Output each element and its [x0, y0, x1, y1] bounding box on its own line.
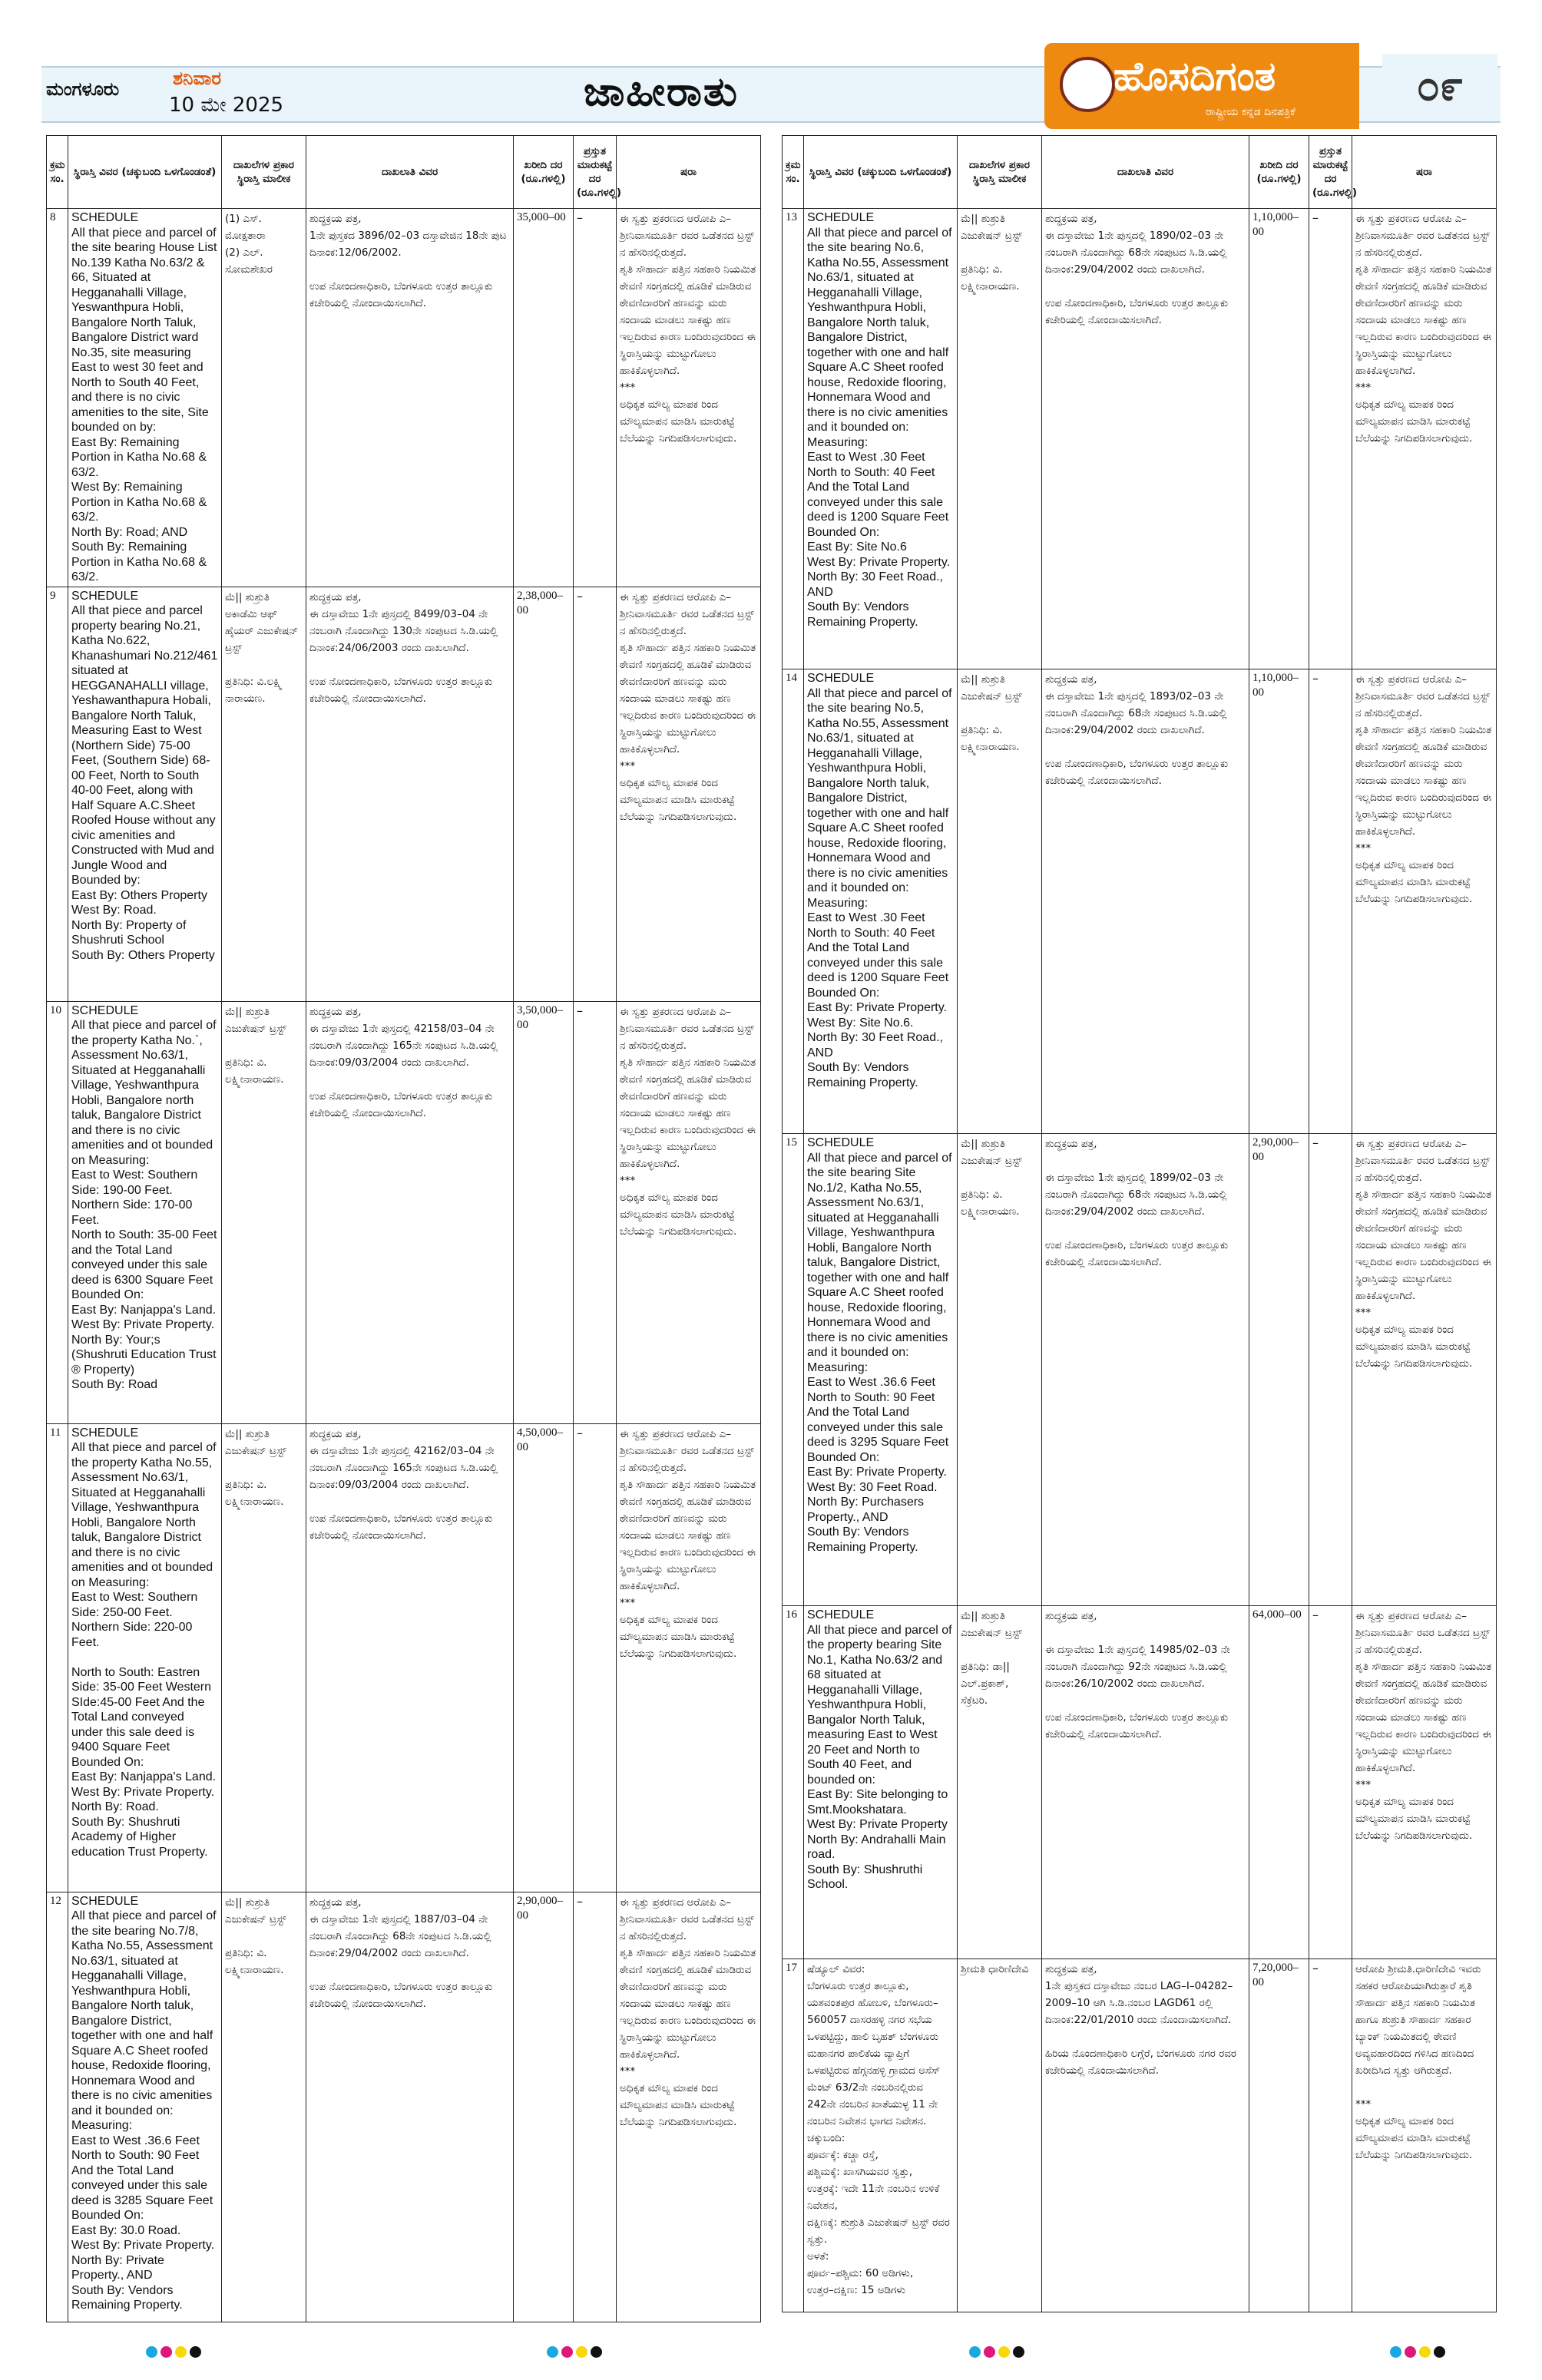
- serial-no: 9: [47, 587, 68, 1001]
- purchase-price: 4,50,000–00: [514, 1423, 574, 1892]
- purchase-price: 2,38,000–00: [514, 587, 574, 1001]
- purchase-price: 64,000–00: [1249, 1606, 1309, 1959]
- remarks: ಈ ಸ್ವತ್ತು ಪ್ರಕರಣದ ಆರೋಪಿ ಎ–ಶ್ರೀನಿವಾಸಮೂರ್ತಿ ರವರ ಒಡೆತನದ ಟ್ರಸ್ಟ್ ನ ಹೆಸರಿನಲ್ಲಿರುತ್ತದೆ. ಶೃತಿ ಸೌಹಾರ್ದ ಪತ್ತಿನ ಸಹಕಾರಿ ನಿಯಮಿತ ಠೇವಣಿ ಸಂಗ್ರಹದಲ್ಲಿ ಹೂಡಿಕೆ ಮಾಡಿರುವ ಠೇವಣಿದಾರರಿಗೆ ಹಣವನ್ನು ಮರು ಸಂದಾಯ ಮಾಡಲು ಸಾಕಷ್ಟು ಹಣ ಇಲ್ಲದಿರುವ ಕಾರಣ ಬಂದಿರುವುದರಿಂದ ಈ ಸ್ಥಿರಾಸ್ತಿಯನ್ನು ಮುಟ್ಟುಗೋಲು ಹಾಕಿಕೊಳ್ಳಲಾಗಿದೆ. *** ಅಧಿಕೃತ ಮೌಲ್ಯ ಮಾಪಕ ರಿಂದ ಮೌಲ್ಯಮಾಪನ ಮಾಡಿಸಿ ಮಾರುಕಟ್ಟೆ ಬೆಲೆಯನ್ನು ನಿಗದಿಪಡಿಸಲಾಗುವುದು.: [1352, 209, 1497, 669]
- black-dot-icon: [1434, 2346, 1445, 2358]
- table-row: [783, 1134, 1497, 1606]
- registration-detail: ಶುದ್ಧಕ್ರಯ ಪತ್ರ, ಈ ದಸ್ತಾವೇಜು 1ನೇ ಪುಸ್ತದಲ್ಲಿ 42158/03–04 ನೇ ನಂಬರಾಗಿ ನೊಂದಾಗಿದ್ದು 165ನೇ ಸಂಪುಟದ ಸಿ.ಡಿ.ಯಲ್ಲಿ ದಿನಾಂಕ:09/03/2004 ರಂದು ದಾಖಲಾಗಿದೆ. ಉಪ ನೋಂದಣಾಧಿಕಾರಿ, ಬೆಂಗಳೂರು ಉತ್ತರ ತಾಲ್ಲೂಕು ಕಚೇರಿಯಲ್ಲಿ ನೋಂದಾಯಿಸಲಾಗಿದೆ.: [306, 1001, 514, 1423]
- owner: ಮೆ|| ಶುಶ್ರುತಿ ಎಜುಕೇಷನ್ ಟ್ರಸ್ಟ್ ಪ್ರತಿನಿಧಿ: ವಿ. ಲಕ್ಷ್ಮೀನಾರಾಯಣ.: [958, 669, 1042, 1134]
- registration-detail: ಶುದ್ಧಕ್ರಯ ಪತ್ರ, 1ನೇ ಪುಸ್ತಕದ ದಸ್ತಾವೇಜು ನಂಬರ LAG–I–04282–2009–10 ಆಗಿ ಸಿ.ಡಿ.ನಂಬರ LAGD61 ರಲ್ಲಿ ದಿನಾಂಕ:22/01/2010 ರಂದು ನೊಂದಾಯಿಸಲಾಗಿದೆ. ಹಿರಿಯ ನೊಂದಣಾಧಿಕಾರಿ ಲಗ್ಗೆರೆ, ಬೆಂಗಳೂರು ನಗರ ರವರ ಕಚೇರಿಯಲ್ಲಿ ನೊಂದಾಯಿಸಲಾಗಿದೆ.: [1042, 1959, 1249, 2312]
- col-price-header: ಖರೀದಿ ದರ (ರೂ.ಗಳಲ್ಲಿ): [1249, 136, 1309, 209]
- purchase-price: 3,50,000–00: [514, 1001, 574, 1423]
- property-detail: ಷೆಡ್ಯೂಲ್ ವಿವರ: ಬೆಂಗಳೂರು ಉತ್ತರ ತಾಲ್ಲೂಕು, ಯಶವಂತಪುರ ಹೋಬಳಿ, ಬೆಂಗಳೂರು–560057 ದಾಸರಹಳ್ಳಿ ನಗರ ಸಭೆಯ ಒಳಪಟ್ಟಿದ್ದು, ಹಾಲಿ ಬೃಹತ್ ಬೆಂಗಳೂರು ಮಹಾನಗರ ಪಾಲಿಕೆಯ ವ್ಯಾಪ್ತಿಗೆ ಒಳಪಟ್ಟಿರುವ ಹೆಗ್ಗನಹಳ್ಳಿ ಗ್ರಾಮದ ಅಸೆಸ್ ಮೆಂಟ್ 63/2ನೇ ನಂಬರಿನಲ್ಲಿರುವ 242ನೇ ನಂಬರಿನ ಖಾತೆಯುಳ್ಳ 11 ನೇ ನಂಬರಿನ ನಿವೇಶನ ಭಾಗದ ನಿವೇಶನ. ಚಕ್ಕುಬಂದಿ: ಪೂರ್ವಕ್ಕೆ: ಕಚ್ಚಾ ರಸ್ತೆ, ಪಶ್ಚಿಮಕ್ಕೆ: ಖಾಸಗಿಯವರ ಸ್ವತ್ತು, ಉತ್ತರಕ್ಕೆ: ಇದೇ 11ನೇ ನಂಬರಿನ ಉಳಿಕೆ ನಿವೇಶನ, ದಕ್ಷಿಣಕ್ಕೆ: ಶುಶ್ರುತಿ ಎಜುಕೇಷನ್ ಟ್ರಸ್ಟ್ ರವರ ಸ್ವತ್ತು. ಅಳತೆ: ಪೂರ್ವ–ಪಶ್ಚಿಮ: 60 ಅಡಿಗಳು, ಉತ್ತರ–ದಕ್ಷಿಣ: 15 ಅಡಿಗಳು: [804, 1959, 958, 2312]
- remarks: ಈ ಸ್ವತ್ತು ಪ್ರಕರಣದ ಆರೋಪಿ ಎ–ಶ್ರೀನಿವಾಸಮೂರ್ತಿ ರವರ ಒಡೆತನದ ಟ್ರಸ್ಟ್ ನ ಹೆಸರಿನಲ್ಲಿರುತ್ತದೆ. ಶೃತಿ ಸೌಹಾರ್ದ ಪತ್ತಿನ ಸಹಕಾರಿ ನಿಯಮಿತ ಠೇವಣಿ ಸಂಗ್ರಹದಲ್ಲಿ ಹೂಡಿಕೆ ಮಾಡಿರುವ ಠೇವಣಿದಾರರಿಗೆ ಹಣವನ್ನು ಮರು ಸಂದಾಯ ಮಾಡಲು ಸಾಕಷ್ಟು ಹಣ ಇಲ್ಲದಿರುವ ಕಾರಣ ಬಂದಿರುವುದರಿಂದ ಈ ಸ್ಥಿರಾಸ್ತಿಯನ್ನು ಮುಟ್ಟುಗೋಲು ಹಾಕಿಕೊಳ್ಳಲಾಗಿದೆ. *** ಅಧಿಕೃತ ಮೌಲ್ಯ ಮಾಪಕ ರಿಂದ ಮೌಲ್ಯಮಾಪನ ಮಾಡಿಸಿ ಮಾರುಕಟ್ಟೆ ಬೆಲೆಯನ್ನು ನಿಗದಿಪಡಿಸಲಾಗುವುದು.: [617, 1892, 761, 2322]
- col-remarks-header: ಷರಾ: [617, 136, 761, 209]
- table-row: [47, 1423, 761, 1892]
- serial-no: 12: [47, 1892, 68, 2322]
- serial-no: 11: [47, 1423, 68, 1892]
- table-row: [783, 669, 1497, 1134]
- serial-no: 10: [47, 1001, 68, 1423]
- purchase-price: 2,90,000–00: [1249, 1134, 1309, 1606]
- edition-city: ಮಂಗಳೂರು: [46, 78, 120, 100]
- owner: ಮೆ|| ಶುಶ್ರುತಿ ಎಜುಕೇಷನ್ ಟ್ರಸ್ಟ್ ಪ್ರತಿನಿಧಿ: ವಿ. ಲಕ್ಷ್ಮೀನಾರಾಯಣ.: [222, 1423, 306, 1892]
- col-property-header: ಸ್ಥಿರಾಸ್ತಿ ವಿವರ (ಚಕ್ಕುಬಂದಿ ಒಳಗೊಂಡಂತೆ): [68, 136, 222, 209]
- col-serial-header: ಕ್ರಮ ಸಂ.: [47, 136, 68, 209]
- registration-detail: ಶುದ್ಧಕ್ರಯ ಪತ್ರ, ಈ ದಸ್ತಾವೇಜು 1ನೇ ಪುಸ್ತದಲ್ಲಿ 1899/02–03 ನೇ ನಂಬರಾಗಿ ನೊಂದಾಗಿದ್ದು 68ನೇ ಸಂಪುಟದ ಸಿ.ಡಿ.ಯಲ್ಲಿ ದಿನಾಂಕ:29/04/2002 ರಂದು ದಾಖಲಾಗಿದೆ. ಉಪ ನೋಂದಣಾಧಿಕಾರಿ, ಬೆಂಗಳೂರು ಉತ್ತರ ತಾಲ್ಲೂಕು ಕಚೇರಿಯಲ್ಲಿ ನೋಂದಾಯಿಸಲಾಗಿದೆ.: [1042, 1134, 1249, 1606]
- property-detail: SCHEDULE All that piece and parcel of the site bearing No.5, Katha No.55, Assessment No.63/1, situated at Hegganahalli Village, Yeshwanthpura Hobli, Bangalore North taluk, Bangalore District, together with one and half Square A.C Sheet roofed house, Redoxide flooring, Honnemara Wood and there is no civic amenities and it bounded on: Measuring: East to West .30 Feet North to South: 40 Feet And the Total Land conveyed under this sale deed is 1200 Square Feet Bounded On: East By: Private Property. West By: Site No.6. North By: 30 Feet Road., AND South By: Vendors Remaining Property.: [804, 669, 958, 1134]
- purchase-price: 1,10,000–00: [1249, 209, 1309, 669]
- market-value: –: [1309, 1606, 1352, 1959]
- black-dot-icon: [591, 2346, 602, 2358]
- property-detail: SCHEDULE All that piece and parcel of the property Katha No.55, Assessment No.63/1, Situated at Hegganahalli Village, Yeshwanthpura Hobli, Bangalore North taluk, Bangalore District and there is no civic amenities and ot bounded on Measuring: East to West: Southern Side: 250-00 Feet. Northern Side: 220-00 Feet. North to South: Eastren Side: 35-00 Feet Western SIde:45-00 Feet And the Total Land conveyed under this sale deed is 9400 Square Feet Bounded On: East By: Nanjappa's Land. West By: Private Property. North By: Road. South By: Shushruti Academy of Higher education Trust Property.: [68, 1423, 222, 1892]
- registration-detail: ಶುದ್ಧಕ್ರಯ ಪತ್ರ, ಈ ದಸ್ತಾವೇಜು 1ನೇ ಪುಸ್ತದಲ್ಲಿ 1887/03–04 ನೇ ನಂಬರಾಗಿ ನೊಂದಾಗಿದ್ದು 68ನೇ ಸಂಪುಟದ ಸಿ.ಡಿ.ಯಲ್ಲಿ ದಿನಾಂಕ:29/04/2002 ರಂದು ದಾಖಲಾಗಿದೆ. ಉಪ ನೋಂದಣಾಧಿಕಾರಿ, ಬೆಂಗಳೂರು ಉತ್ತರ ತಾಲ್ಲೂಕು ಕಚೇರಿಯಲ್ಲಿ ನೋಂದಾಯಿಸಲಾಗಿದೆ.: [306, 1892, 514, 2322]
- registration-marks: [146, 2346, 201, 2358]
- registration-marks: [1390, 2346, 1445, 2358]
- owner: ಶ್ರೀಮತಿ ಧಾರಿಣಿದೇವಿ: [958, 1959, 1042, 2312]
- table-row: [783, 1959, 1497, 2312]
- serial-no: 17: [783, 1959, 804, 2312]
- remarks: ಈ ಸ್ವತ್ತು ಪ್ರಕರಣದ ಆರೋಪಿ ಎ–ಶ್ರೀನಿವಾಸಮೂರ್ತಿ ರವರ ಒಡೆತನದ ಟ್ರಸ್ಟ್ ನ ಹೆಸರಿನಲ್ಲಿರುತ್ತದೆ. ಶೃತಿ ಸೌಹಾರ್ದ ಪತ್ತಿನ ಸಹಕಾರಿ ನಿಯಮಿತ ಠೇವಣಿ ಸಂಗ್ರಹದಲ್ಲಿ ಹೂಡಿಕೆ ಮಾಡಿರುವ ಠೇವಣಿದಾರರಿಗೆ ಹಣವನ್ನು ಮರು ಸಂದಾಯ ಮಾಡಲು ಸಾಕಷ್ಟು ಹಣ ಇಲ್ಲದಿರುವ ಕಾರಣ ಬಂದಿರುವುದರಿಂದ ಈ ಸ್ಥಿರಾಸ್ತಿಯನ್ನು ಮುಟ್ಟುಗೋಲು ಹಾಕಿಕೊಳ್ಳಲಾಗಿದೆ. *** ಅಧಿಕೃತ ಮೌಲ್ಯ ಮಾಪಕ ರಿಂದ ಮೌಲ್ಯಮಾಪನ ಮಾಡಿಸಿ ಮಾರುಕಟ್ಟೆ ಬೆಲೆಯನ್ನು ನಿಗದಿಪಡಿಸಲಾಗುವುದು.: [1352, 1606, 1497, 1959]
- market-value: –: [574, 209, 617, 587]
- purchase-price: 1,10,000–00: [1249, 669, 1309, 1134]
- registration-detail: ಶುದ್ಧಕ್ರಯ ಪತ್ರ, 1ನೇ ಪುಸ್ತಕದ 3896/02–03 ದಸ್ತಾವೇಜಿನ 18ನೇ ಪುಟ ದಿನಾಂಕ:12/06/2002. ಉಪ ನೋಂದಣಾಧಿಕಾರಿ, ಬೆಂಗಳೂರು ಉತ್ತರ ತಾಲ್ಲೂಕು ಕಚೇರಿಯಲ್ಲಿ ನೋಂದಾಯಿಸಲಾಗಿದೆ.: [306, 209, 514, 587]
- market-value: –: [1309, 209, 1352, 669]
- purchase-price: 35,000–00: [514, 209, 574, 587]
- col-market-header: ಪ್ರಸ್ತುತ ಮಾರುಕಟ್ಟೆ ದರ (ರೂ.ಗಳಲ್ಲಿ): [1309, 136, 1352, 209]
- market-value: –: [574, 1001, 617, 1423]
- market-value: –: [574, 1423, 617, 1892]
- serial-no: 15: [783, 1134, 804, 1606]
- magenta-dot-icon: [1405, 2346, 1416, 2358]
- table-header-row: [47, 136, 761, 209]
- serial-no: 8: [47, 209, 68, 587]
- page-title: ಜಾಹೀರಾತು: [584, 69, 739, 115]
- owner: ಮೆ|| ಶುಶ್ರುತಿ ಎಜುಕೇಷನ್ ಟ್ರಸ್ಟ್ ಪ್ರತಿನಿಧಿ: ಡಾ|| ಎಲ್.ಪ್ರಕಾಶ್, ಸೆಕ್ರೆಟರಿ.: [958, 1606, 1042, 1959]
- property-table-right: [782, 135, 1497, 2312]
- purchase-price: 2,90,000–00: [514, 1892, 574, 2322]
- table-row: [47, 209, 761, 587]
- owner: ಮೆ|| ಶುಶ್ರುತಿ ಎಜುಕೇಷನ್ ಟ್ರಸ್ಟ್ ಪ್ರತಿನಿಧಿ: ವಿ. ಲಕ್ಷ್ಮೀನಾರಾಯಣ.: [958, 209, 1042, 669]
- remarks: ಈ ಸ್ವತ್ತು ಪ್ರಕರಣದ ಆರೋಪಿ ಎ–ಶ್ರೀನಿವಾಸಮೂರ್ತಿ ರವರ ಒಡೆತನದ ಟ್ರಸ್ಟ್ ನ ಹೆಸರಿನಲ್ಲಿರುತ್ತದೆ. ಶೃತಿ ಸೌಹಾರ್ದ ಪತ್ತಿನ ಸಹಕಾರಿ ನಿಯಮಿತ ಠೇವಣಿ ಸಂಗ್ರಹದಲ್ಲಿ ಹೂಡಿಕೆ ಮಾಡಿರುವ ಠೇವಣಿದಾರರಿಗೆ ಹಣವನ್ನು ಮರು ಸಂದಾಯ ಮಾಡಲು ಸಾಕಷ್ಟು ಹಣ ಇಲ್ಲದಿರುವ ಕಾರಣ ಬಂದಿರುವುದರಿಂದ ಈ ಸ್ಥಿರಾಸ್ತಿಯನ್ನು ಮುಟ್ಟುಗೋಲು ಹಾಕಿಕೊಳ್ಳಲಾಗಿದೆ. *** ಅಧಿಕೃತ ಮೌಲ್ಯ ಮಾಪಕ ರಿಂದ ಮೌಲ್ಯಮಾಪನ ಮಾಡಿಸಿ ಮಾರುಕಟ್ಟೆ ಬೆಲೆಯನ್ನು ನಿಗದಿಪಡಿಸಲಾಗುವುದು.: [1352, 1134, 1497, 1606]
- property-detail: SCHEDULE All that piece and parcel of the property bearing Site No.1, Katha No.63/2 and 68 situated at Hegganahalli Village, Yeshwanthpura Hobli, Bangalor North Taluk, measuring East to West 20 Feet and North to South 40 Feet, and bounded on: East By: Site belonging to Smt.Mookshatara. West By: Private Property North By: Andrahalli Main road. South By: Shushruthi School.: [804, 1606, 958, 1959]
- registration-marks: [969, 2346, 1024, 2358]
- serial-no: 14: [783, 669, 804, 1134]
- yellow-dot-icon: [1419, 2346, 1431, 2358]
- property-detail: SCHEDULE All that piece and parcel of the site bearing No.7/8, Katha No.55, Assessment No.63/1, situated at Hegganahalli Village, Yeshwanthpura Hobli, Bangalore North taluk, Bangalore District, together with one and half Square A.C Sheet roofed house, Redoxide flooring, Honnemara Wood and there is no civic amenities and it bounded on: Measuring: East to West .36.6 Feet North to South: 90 Feet And the Total Land conveyed under this sale deed is 3285 Square Feet Bounded On: East By: 30.0 Road. West By: Private Property. North By: Private Property., AND South By: Vendors Remaining Property.: [68, 1892, 222, 2322]
- col-registration-header: ದಾಖಲಾತಿ ವಿವರ: [1042, 136, 1249, 209]
- remarks: ಈ ಸ್ವತ್ತು ಪ್ರಕರಣದ ಆರೋಪಿ ಎ–ಶ್ರೀನಿವಾಸಮೂರ್ತಿ ರವರ ಒಡೆತನದ ಟ್ರಸ್ಟ್ ನ ಹೆಸರಿನಲ್ಲಿರುತ್ತದೆ. ಶೃತಿ ಸೌಹಾರ್ದ ಪತ್ತಿನ ಸಹಕಾರಿ ನಿಯಮಿತ ಠೇವಣಿ ಸಂಗ್ರಹದಲ್ಲಿ ಹೂಡಿಕೆ ಮಾಡಿರುವ ಠೇವಣಿದಾರರಿಗೆ ಹಣವನ್ನು ಮರು ಸಂದಾಯ ಮಾಡಲು ಸಾಕಷ್ಟು ಹಣ ಇಲ್ಲದಿರುವ ಕಾರಣ ಬಂದಿರುವುದರಿಂದ ಈ ಸ್ಥಿರಾಸ್ತಿಯನ್ನು ಮುಟ್ಟುಗೋಲು ಹಾಕಿಕೊಳ್ಳಲಾಗಿದೆ. *** ಅಧಿಕೃತ ಮೌಲ್ಯ ಮಾಪಕ ರಿಂದ ಮೌಲ್ಯಮಾಪನ ಮಾಡಿಸಿ ಮಾರುಕಟ್ಟೆ ಬೆಲೆಯನ್ನು ನಿಗದಿಪಡಿಸಲಾಗುವುದು.: [1352, 669, 1497, 1134]
- page-number: ೦೯: [1382, 54, 1497, 118]
- market-value: –: [574, 587, 617, 1001]
- market-value: –: [1309, 1959, 1352, 2312]
- cyan-dot-icon: [146, 2346, 157, 2358]
- remarks: ಈ ಸ್ವತ್ತು ಪ್ರಕರಣದ ಆರೋಪಿ ಎ–ಶ್ರೀನಿವಾಸಮೂರ್ತಿ ರವರ ಒಡೆತನದ ಟ್ರಸ್ಟ್ ನ ಹೆಸರಿನಲ್ಲಿರುತ್ತದೆ. ಶೃತಿ ಸೌಹಾರ್ದ ಪತ್ತಿನ ಸಹಕಾರಿ ನಿಯಮಿತ ಠೇವಣಿ ಸಂಗ್ರಹದಲ್ಲಿ ಹೂಡಿಕೆ ಮಾಡಿರುವ ಠೇವಣಿದಾರರಿಗೆ ಹಣವನ್ನು ಮರು ಸಂದಾಯ ಮಾಡಲು ಸಾಕಷ್ಟು ಹಣ ಇಲ್ಲದಿರುವ ಕಾರಣ ಬಂದಿರುವುದರಿಂದ ಈ ಸ್ಥಿರಾಸ್ತಿಯನ್ನು ಮುಟ್ಟುಗೋಲು ಹಾಕಿಕೊಳ್ಳಲಾಗಿದೆ. *** ಅಧಿಕೃತ ಮೌಲ್ಯ ಮಾಪಕ ರಿಂದ ಮೌಲ್ಯಮಾಪನ ಮಾಡಿಸಿ ಮಾರುಕಟ್ಟೆ ಬೆಲೆಯನ್ನು ನಿಗದಿಪಡಿಸಲಾಗುವುದು.: [617, 1001, 761, 1423]
- table-header-row: [783, 136, 1497, 209]
- purchase-price: 7,20,000–00: [1249, 1959, 1309, 2312]
- black-dot-icon: [190, 2346, 201, 2358]
- edition-day: ಶನಿವಾರ: [173, 68, 222, 89]
- logo-emblem-icon: [1060, 57, 1115, 112]
- serial-no: 16: [783, 1606, 804, 1959]
- yellow-dot-icon: [175, 2346, 187, 2358]
- col-price-header: ಖರೀದಿ ದರ (ರೂ.ಗಳಲ್ಲಿ): [514, 136, 574, 209]
- black-dot-icon: [1013, 2346, 1024, 2358]
- table-row: [47, 1001, 761, 1423]
- property-detail: SCHEDULE All that piece and parcel of the site bearing No.6, Katha No.55, Assessment No.63/1, situated at Hegganahalli Village, Yeshwanthpura Hobli, Bangalore North taluk, Bangalore District, together with one and half Square A.C Sheet roofed house, Redoxide flooring, Honnemara Wood and there is no civic amenities and it bounded on: Measuring: East to West .30 Feet North to South: 40 Feet And the Total Land conveyed under this sale deed is 1200 Square Feet Bounded On: East By: Site No.6 West By: Private Property. North By: 30 Feet Road., AND South By: Vendors Remaining Property.: [804, 209, 958, 669]
- registration-detail: ಶುದ್ಧಕ್ರಯ ಪತ್ರ, ಈ ದಸ್ತಾವೇಜು 1ನೇ ಪುಸ್ತದಲ್ಲಿ 1890/02–03 ನೇ ನಂಬರಾಗಿ ನೊಂದಾಗಿದ್ದು 68ನೇ ಸಂಪುಟದ ಸಿ.ಡಿ.ಯಲ್ಲಿ ದಿನಾಂಕ:29/04/2002 ರಂದು ದಾಖಲಾಗಿದೆ. ಉಪ ನೋಂದಣಾಧಿಕಾರಿ, ಬೆಂಗಳೂರು ಉತ್ತರ ತಾಲ್ಲೂಕು ಕಚೇರಿಯಲ್ಲಿ ನೋಂದಾಯಿಸಲಾಗಿದೆ.: [1042, 209, 1249, 669]
- cyan-dot-icon: [969, 2346, 981, 2358]
- magenta-dot-icon: [160, 2346, 172, 2358]
- owner: ಮೆ|| ಶುಶ್ರುತಿ ಎಜುಕೇಷನ್ ಟ್ರಸ್ಟ್ ಪ್ರತಿನಿಧಿ: ವಿ. ಲಕ್ಷ್ಮೀನಾರಾಯಣ.: [958, 1134, 1042, 1606]
- cyan-dot-icon: [547, 2346, 558, 2358]
- owner: (1) ಎಸ್. ಮೋಕ್ಷತಾರಾ (2) ಎಲ್. ಸೋಮಶೇಖರ: [222, 209, 306, 587]
- table-row: [783, 1606, 1497, 1959]
- registration-detail: ಶುದ್ಧಕ್ರಯ ಪತ್ರ, ಈ ದಸ್ತಾವೇಜು 1ನೇ ಪುಸ್ತದಲ್ಲಿ 14985/02–03 ನೇ ನಂಬರಾಗಿ ನೊಂದಾಗಿದ್ದು 92ನೇ ಸಂಪುಟದ ಸಿ.ಡಿ.ಯಲ್ಲಿ ದಿನಾಂಕ:26/10/2002 ರಂದು ದಾಖಲಾಗಿದೆ. ಉಪ ನೋಂದಣಾಧಿಕಾರಿ, ಬೆಂಗಳೂರು ಉತ್ತರ ತಾಲ್ಲೂಕು ಕಚೇರಿಯಲ್ಲಿ ನೋಂದಾಯಿಸಲಾಗಿದೆ.: [1042, 1606, 1249, 1959]
- property-detail: SCHEDULE All that piece and parcel of the property Katha No.`, Assessment No.63/1, Situated at Hegganahalli Village, Yeshwanthpura Hobli, Bangalore north taluk, Bangalore District and there is no civic amenities and ot bounded on Measuring: East to West: Southern Side: 190-00 Feet. Northern Side: 170-00 Feet. North to South: 35-00 Feet and the Total Land conveyed under this sale deed is 6300 Square Feet Bounded On: East By: Nanjappa's Land. West By: Private Property. North By: Your;s (Shushruti Education Trust ® Property) South By: Road: [68, 1001, 222, 1423]
- col-property-header: ಸ್ಥಿರಾಸ್ತಿ ವಿವರ (ಚಕ್ಕುಬಂದಿ ಒಳಗೊಂಡಂತೆ): [804, 136, 958, 209]
- cyan-dot-icon: [1390, 2346, 1401, 2358]
- owner: ಮೆ|| ಶುಶ್ರುತಿ ಎಜುಕೇಷನ್ ಟ್ರಸ್ಟ್ ಪ್ರತಿನಿಧಿ: ವಿ. ಲಕ್ಷ್ಮೀನಾರಾಯಣ.: [222, 1001, 306, 1423]
- remarks: ಈ ಸ್ವತ್ತು ಪ್ರಕರಣದ ಆರೋಪಿ ಎ–ಶ್ರೀನಿವಾಸಮೂರ್ತಿ ರವರ ಒಡೆತನದ ಟ್ರಸ್ಟ್ ನ ಹೆಸರಿನಲ್ಲಿರುತ್ತದೆ. ಶೃತಿ ಸೌಹಾರ್ದ ಪತ್ತಿನ ಸಹಕಾರಿ ನಿಯಮಿತ ಠೇವಣಿ ಸಂಗ್ರಹದಲ್ಲಿ ಹೂಡಿಕೆ ಮಾಡಿರುವ ಠೇವಣಿದಾರರಿಗೆ ಹಣವನ್ನು ಮರು ಸಂದಾಯ ಮಾಡಲು ಸಾಕಷ್ಟು ಹಣ ಇಲ್ಲದಿರುವ ಕಾರಣ ಬಂದಿರುವುದರಿಂದ ಈ ಸ್ಥಿರಾಸ್ತಿಯನ್ನು ಮುಟ್ಟುಗೋಲು ಹಾಕಿಕೊಳ್ಳಲಾಗಿದೆ. *** ಅಧಿಕೃತ ಮೌಲ್ಯ ಮಾಪಕ ರಿಂದ ಮೌಲ್ಯಮಾಪನ ಮಾಡಿಸಿ ಮಾರುಕಟ್ಟೆ ಬೆಲೆಯನ್ನು ನಿಗದಿಪಡಿಸಲಾಗುವುದು.: [617, 1423, 761, 1892]
- property-detail: SCHEDULE All that piece and parcel property bearing No.21, Katha No.622, Khanashumari No.212/461 situated at HEGGANAHALLI village, Yeshawanthapura Hobali, Bangalore North Taluk, Measuring East to West (Northern Side) 75-00 Feet, (Southern Side) 68-00 Feet, North to South 40-00 Feet, along with Half Square A.C.Sheet Roofed House without any civic amenities and Constructed with Mud and Jungle Wood and Bounded by: East By: Others Property West By: Road. North By: Property of Shushruti School South By: Others Property: [68, 587, 222, 1001]
- col-owner-header: ದಾಖಲೆಗಳ ಪ್ರಕಾರ ಸ್ಥಿರಾಸ್ತಿ ಮಾಲೀಕ: [222, 136, 306, 209]
- newspaper-tagline: ರಾಷ್ಟ್ರೀಯ ಕನ್ನಡ ದಿನಪತ್ರಿಕೆ: [1206, 106, 1295, 118]
- property-detail: SCHEDULE All that piece and parcel of the site bearing House List No.139 Katha No.63/2 & 66, Situated at Hegganahalli Village, Yeswanthpura Hobli, Bangalore North Taluk, Bangalore District ward No.35, site measuring East to west 30 feet and North to South 40 Feet, and there is no civic amenities to the site, Site bounded on by: East By: Remaining Portion in Katha No.68 & 63/2. West By: Remaining Portion in Katha No.68 & 63/2. North By: Road; AND South By: Remaining Portion in Katha No.68 & 63/2.: [68, 209, 222, 587]
- yellow-dot-icon: [576, 2346, 587, 2358]
- registration-detail: ಶುದ್ಧಕ್ರಯ ಪತ್ರ, ಈ ದಸ್ತಾವೇಜು 1ನೇ ಪುಸ್ತದಲ್ಲಿ 1893/02–03 ನೇ ನಂಬರಾಗಿ ನೊಂದಾಗಿದ್ದು 68ನೇ ಸಂಪುಟದ ಸಿ.ಡಿ.ಯಲ್ಲಿ ದಿನಾಂಕ:29/04/2002 ರಂದು ದಾಖಲಾಗಿದೆ. ಉಪ ನೋಂದಣಾಧಿಕಾರಿ, ಬೆಂಗಳೂರು ಉತ್ತರ ತಾಲ್ಲೂಕು ಕಚೇರಿಯಲ್ಲಿ ನೋಂದಾಯಿಸಲಾಗಿದೆ.: [1042, 669, 1249, 1134]
- market-value: –: [1309, 669, 1352, 1134]
- col-remarks-header: ಷರಾ: [1352, 136, 1497, 209]
- serial-no: 13: [783, 209, 804, 669]
- col-registration-header: ದಾಖಲಾತಿ ವಿವರ: [306, 136, 514, 209]
- remarks: ಈ ಸ್ವತ್ತು ಪ್ರಕರಣದ ಆರೋಪಿ ಎ–ಶ್ರೀನಿವಾಸಮೂರ್ತಿ ರವರ ಒಡೆತನದ ಟ್ರಸ್ಟ್ ನ ಹೆಸರಿನಲ್ಲಿರುತ್ತದೆ. ಶೃತಿ ಸೌಹಾರ್ದ ಪತ್ತಿನ ಸಹಕಾರಿ ನಿಯಮಿತ ಠೇವಣಿ ಸಂಗ್ರಹದಲ್ಲಿ ಹೂಡಿಕೆ ಮಾಡಿರುವ ಠೇವಣಿದಾರರಿಗೆ ಹಣವನ್ನು ಮರು ಸಂದಾಯ ಮಾಡಲು ಸಾಕಷ್ಟು ಹಣ ಇಲ್ಲದಿರುವ ಕಾರಣ ಬಂದಿರುವುದರಿಂದ ಈ ಸ್ಥಿರಾಸ್ತಿಯನ್ನು ಮುಟ್ಟುಗೋಲು ಹಾಕಿಕೊಳ್ಳಲಾಗಿದೆ. *** ಅಧಿಕೃತ ಮೌಲ್ಯ ಮಾಪಕ ರಿಂದ ಮೌಲ್ಯಮಾಪನ ಮಾಡಿಸಿ ಮಾರುಕಟ್ಟೆ ಬೆಲೆಯನ್ನು ನಿಗದಿಪಡಿಸಲಾಗುವುದು.: [617, 587, 761, 1001]
- col-market-header: ಪ್ರಸ್ತುತ ಮಾರುಕಟ್ಟೆ ದರ (ರೂ.ಗಳಲ್ಲಿ): [574, 136, 617, 209]
- registration-marks: [547, 2346, 602, 2358]
- remarks: ಆರೋಪಿ ಶ್ರೀಮತಿ.ಧಾರಿಣಿದೇವಿ ಇವರು ಸಹಕರ ಆರೋಪಿಯಾಗಿರುತ್ತಾರೆ ಶೃತಿ ಸೌಹಾರ್ದ ಪತ್ತಿನ ಸಹಕಾರಿ ನಿಯಮಿತ ಹಾಗೂ ಶುಶ್ರುತಿ ಸೌಹಾರ್ದ ಸಹಕಾರ ಬ್ಯಾಂಕ್ ನಿಯಮಿತದಲ್ಲಿ ಠೇವಣಿ ಅವ್ಯವಹಾರದಿಂದ ಗಳಿಸಿದ ಹಣದಿಂದ ಖರೀದಿಸಿದ ಸ್ವತ್ತು ಆಗಿರುತ್ತದೆ. *** ಅಧಿಕೃತ ಮೌಲ್ಯ ಮಾಪಕ ರಿಂದ ಮೌಲ್ಯಮಾಪನ ಮಾಡಿಸಿ ಮಾರುಕಟ್ಟೆ ಬೆಲೆಯನ್ನು ನಿಗದಿಪಡಿಸಲಾಗುವುದು.: [1352, 1959, 1497, 2312]
- table-row: [783, 209, 1497, 669]
- owner: ಮೆ|| ಶುಶ್ರುತಿ ಎಜುಕೇಷನ್ ಟ್ರಸ್ಟ್ ಪ್ರತಿನಿಧಿ: ವಿ. ಲಕ್ಷ್ಮೀನಾರಾಯಣ.: [222, 1892, 306, 2322]
- col-owner-header: ದಾಖಲೆಗಳ ಪ್ರಕಾರ ಸ್ಥಿರಾಸ್ತಿ ಮಾಲೀಕ: [958, 136, 1042, 209]
- owner: ಮೆ|| ಶುಶ್ರುತಿ ಅಕಾಡೆಮಿ ಆಫ್ ಹೈಯರ್ ಎಜುಕೇಷನ್ ಟ್ರಸ್ಟ್ ಪ್ರತಿನಿಧಿ: ವಿ.ಲಕ್ಷ್ಮಿ ನಾರಾಯಣ.: [222, 587, 306, 1001]
- registration-detail: ಶುದ್ಧಕ್ರಯ ಪತ್ರ, ಈ ದಸ್ತಾವೇಜು 1ನೇ ಪುಸ್ತದಲ್ಲಿ 8499/03–04 ನೇ ನಂಬರಾಗಿ ನೊಂದಾಗಿದ್ದು 130ನೇ ಸಂಪುಟದ ಸಿ.ಡಿ.ಯಲ್ಲಿ ದಿನಾಂಕ:24/06/2003 ರಂದು ದಾಖಲಾಗಿದೆ. ಉಪ ನೋಂದಣಾಧಿಕಾರಿ, ಬೆಂಗಳೂರು ಉತ್ತರ ತಾಲ್ಲೂಕು ಕಚೇರಿಯಲ್ಲಿ ನೋಂದಾಯಿಸಲಾಗಿದೆ.: [306, 587, 514, 1001]
- newspaper-name: ಹೊಸದಿಗಂತ: [1113, 54, 1276, 100]
- remarks: ಈ ಸ್ವತ್ತು ಪ್ರಕರಣದ ಆರೋಪಿ ಎ–ಶ್ರೀನಿವಾಸಮೂರ್ತಿ ರವರ ಒಡೆತನದ ಟ್ರಸ್ಟ್ ನ ಹೆಸರಿನಲ್ಲಿರುತ್ತದೆ. ಶೃತಿ ಸೌಹಾರ್ದ ಪತ್ತಿನ ಸಹಕಾರಿ ನಿಯಮಿತ ಠೇವಣಿ ಸಂಗ್ರಹದಲ್ಲಿ ಹೂಡಿಕೆ ಮಾಡಿರುವ ಠೇವಣಿದಾರರಿಗೆ ಹಣವನ್ನು ಮರು ಸಂದಾಯ ಮಾಡಲು ಸಾಕಷ್ಟು ಹಣ ಇಲ್ಲದಿರುವ ಕಾರಣ ಬಂದಿರುವುದರಿಂದ ಈ ಸ್ಥಿರಾಸ್ತಿಯನ್ನು ಮುಟ್ಟುಗೋಲು ಹಾಕಿಕೊಳ್ಳಲಾಗಿದೆ. *** ಅಧಿಕೃತ ಮೌಲ್ಯ ಮಾಪಕ ರಿಂದ ಮೌಲ್ಯಮಾಪನ ಮಾಡಿಸಿ ಮಾರುಕಟ್ಟೆ ಬೆಲೆಯನ್ನು ನಿಗದಿಪಡಿಸಲಾಗುವುದು.: [617, 209, 761, 587]
- table-row: [47, 587, 761, 1001]
- registration-detail: ಶುದ್ಧಕ್ರಯ ಪತ್ರ, ಈ ದಸ್ತಾವೇಜು 1ನೇ ಪುಸ್ತದಲ್ಲಿ 42162/03–04 ನೇ ನಂಬರಾಗಿ ನೊಂದಾಗಿದ್ದು 165ನೇ ಸಂಪುಟದ ಸಿ.ಡಿ.ಯಲ್ಲಿ ದಿನಾಂಕ:09/03/2004 ರಂದು ದಾಖಲಾಗಿದೆ. ಉಪ ನೋಂದಣಾಧಿಕಾರಿ, ಬೆಂಗಳೂರು ಉತ್ತರ ತಾಲ್ಲೂಕು ಕಚೇರಿಯಲ್ಲಿ ನೋಂದಾಯಿಸಲಾಗಿದೆ.: [306, 1423, 514, 1892]
- table-row: [47, 1892, 761, 2322]
- property-table-left: [46, 135, 761, 2322]
- yellow-dot-icon: [998, 2346, 1010, 2358]
- market-value: –: [574, 1892, 617, 2322]
- col-serial-header: ಕ್ರಮ ಸಂ.: [783, 136, 804, 209]
- magenta-dot-icon: [561, 2346, 573, 2358]
- property-detail: SCHEDULE All that piece and parcel of the site bearing Site No.1/2, Katha No.55, Assessment No.63/1, situated at Hegganahalli Village, Yeshwanthpura Hobli, Bangalore North taluk, Bangalore District, together with one and half Square A.C Sheet roofed house, Redoxide flooring, Honnemara Wood and there is no civic amenities and it bounded on: Measuring: East to West .36.6 Feet North to South: 90 Feet And the Total Land conveyed under this sale deed is 3295 Square Feet Bounded On: East By: Private Property. West By: 30 Feet Road. North By: Purchasers Property., AND South By: Vendors Remaining Property.: [804, 1134, 958, 1606]
- edition-date: 10 ಮೇ 2025: [169, 94, 284, 117]
- magenta-dot-icon: [984, 2346, 995, 2358]
- market-value: –: [1309, 1134, 1352, 1606]
